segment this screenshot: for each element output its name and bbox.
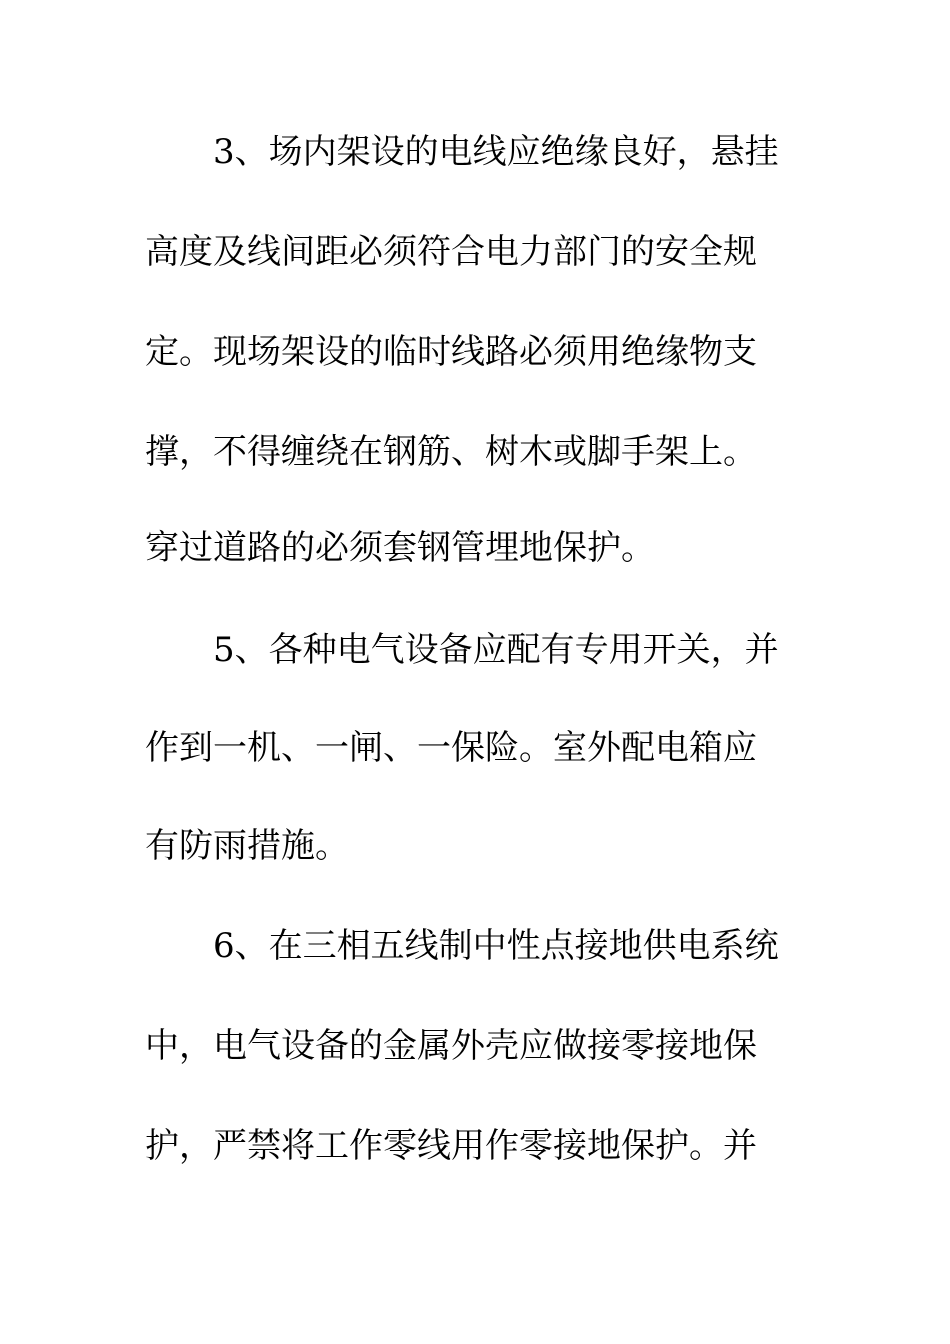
paragraph-6-line-1: 6、在三相五线制中性点接地供电系统 — [213, 926, 779, 966]
paragraph-3-line-3: 定。现场架设的临时线路必须用绝缘物支 — [145, 332, 757, 372]
paragraph-3-line-4: 撑，不得缠绕在钢筋、树木或脚手架上。 — [145, 432, 757, 472]
paragraph-6-line-3: 护，严禁将工作零线用作零接地保护。并 — [145, 1126, 757, 1166]
paragraph-3-line-5: 穿过道路的必须套钢管埋地保护。 — [145, 528, 655, 568]
paragraph-5-line-2: 作到一机、一闸、一保险。室外配电箱应 — [145, 728, 757, 768]
paragraph-3-line-2: 高度及线间距必须符合电力部门的安全规 — [145, 232, 757, 272]
paragraph-3-line-1: 3、场内架设的电线应绝缘良好，悬挂 — [213, 132, 779, 172]
paragraph-5-line-3: 有防雨措施。 — [145, 826, 349, 866]
paragraph-5-line-1: 5、各种电气设备应配有专用开关，并 — [213, 630, 779, 670]
paragraph-6-line-2: 中，电气设备的金属外壳应做接零接地保 — [145, 1026, 757, 1066]
